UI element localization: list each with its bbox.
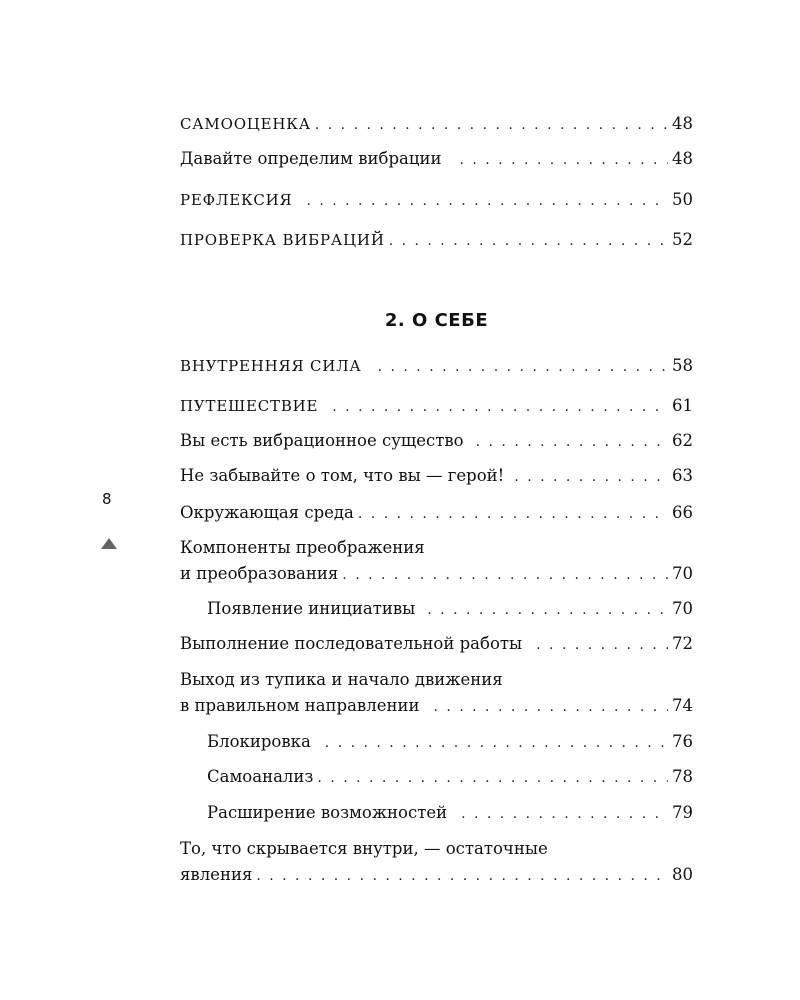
toc-entry-label: Окружающая среда (180, 503, 354, 522)
toc-entry-label: Не забывайте о том, что вы — герой! (180, 466, 505, 485)
toc-entry-label: ВНУТРЕННЯЯ СИЛА (180, 357, 362, 375)
toc-entry (180, 537, 693, 585)
dot-leader (461, 803, 668, 825)
toc-entry (180, 395, 693, 417)
dot-leader (536, 634, 668, 656)
dot-leader (358, 503, 668, 525)
toc-entry (180, 189, 693, 211)
dot-leader (332, 396, 668, 418)
toc-entry-label: и преобразования (180, 564, 339, 583)
toc-entry (180, 113, 693, 135)
dot-leader (427, 599, 668, 621)
dot-leader (459, 149, 668, 171)
toc-page-number: 78 (672, 767, 693, 786)
toc-page-number: 70 (672, 564, 693, 583)
toc-page-number: 66 (672, 503, 693, 522)
toc-entry-label-line1: То, что скрывается внутри, — остаточные (180, 839, 548, 858)
toc-page-number: 52 (672, 230, 693, 249)
toc-entry (180, 633, 693, 655)
toc-entry-label: Выполнение последовательной работы (180, 634, 523, 653)
dot-leader (433, 696, 668, 718)
dot-leader (325, 732, 668, 754)
toc-entry (180, 502, 693, 524)
toc-entry-label: РЕФЛЕКСИЯ (180, 191, 293, 209)
dot-leader (378, 356, 668, 378)
page-number: 8 (102, 490, 112, 508)
dot-leader (315, 114, 668, 136)
toc-page-number: 72 (672, 634, 693, 653)
toc-entry (180, 148, 693, 170)
toc-entry-label: явления (180, 865, 253, 884)
toc-page-number: 79 (672, 803, 693, 822)
toc-page-number: 50 (672, 190, 693, 209)
toc-page-number: 58 (672, 356, 693, 375)
toc-entry (180, 430, 693, 452)
toc-entry-label: Вы есть вибрационное существо (180, 431, 464, 450)
toc-entry (180, 229, 693, 251)
toc-page-number: 76 (672, 732, 693, 751)
toc-page-number: 74 (672, 696, 693, 715)
toc-subentry (207, 802, 693, 824)
toc-entry-label-line1: Компоненты преображения (180, 538, 425, 557)
toc-entry (180, 465, 693, 487)
toc-page-number: 70 (672, 599, 693, 618)
toc-entry (180, 669, 693, 717)
toc-page-number: 63 (672, 466, 693, 485)
toc-entry-label: Появление инициативы (207, 599, 416, 618)
toc-page-number: 61 (672, 396, 693, 415)
toc-entry-label: Самоанализ (207, 767, 314, 786)
dot-leader (342, 564, 668, 586)
toc-page-number: 48 (672, 114, 693, 133)
section-heading: 2. О СЕБЕ (384, 310, 489, 331)
toc-page-number: 48 (672, 149, 693, 168)
toc-entry-label: Давайте определим вибрации (180, 149, 442, 168)
dot-leader (389, 230, 668, 252)
toc-entry-label: САМООЦЕНКА (180, 115, 311, 133)
dot-leader (476, 431, 668, 453)
toc-entry-label: ПРОВЕРКА ВИБРАЦИЙ (180, 231, 385, 249)
toc-page-number: 80 (672, 865, 693, 884)
toc-entry-label: Блокировка (207, 732, 311, 751)
triangle-up-icon (101, 538, 117, 549)
toc-entry-label-line1: Выход из тупика и начало движения (180, 670, 503, 689)
toc-entry (180, 355, 693, 377)
dot-leader (306, 190, 668, 212)
toc-entry (180, 838, 693, 886)
toc-subentry (207, 766, 693, 788)
toc-entry-label: Расширение возможностей (207, 803, 448, 822)
table-of-contents (180, 0, 693, 1000)
toc-entry-label: ПУТЕШЕСТВИЕ (180, 397, 319, 415)
dot-leader (256, 865, 668, 887)
toc-page-number: 62 (672, 431, 693, 450)
toc-subentry (207, 731, 693, 753)
dot-leader (317, 767, 668, 789)
toc-entry-label: в правильном направлении (180, 696, 420, 715)
toc-subentry (207, 598, 693, 620)
dot-leader (514, 466, 668, 488)
